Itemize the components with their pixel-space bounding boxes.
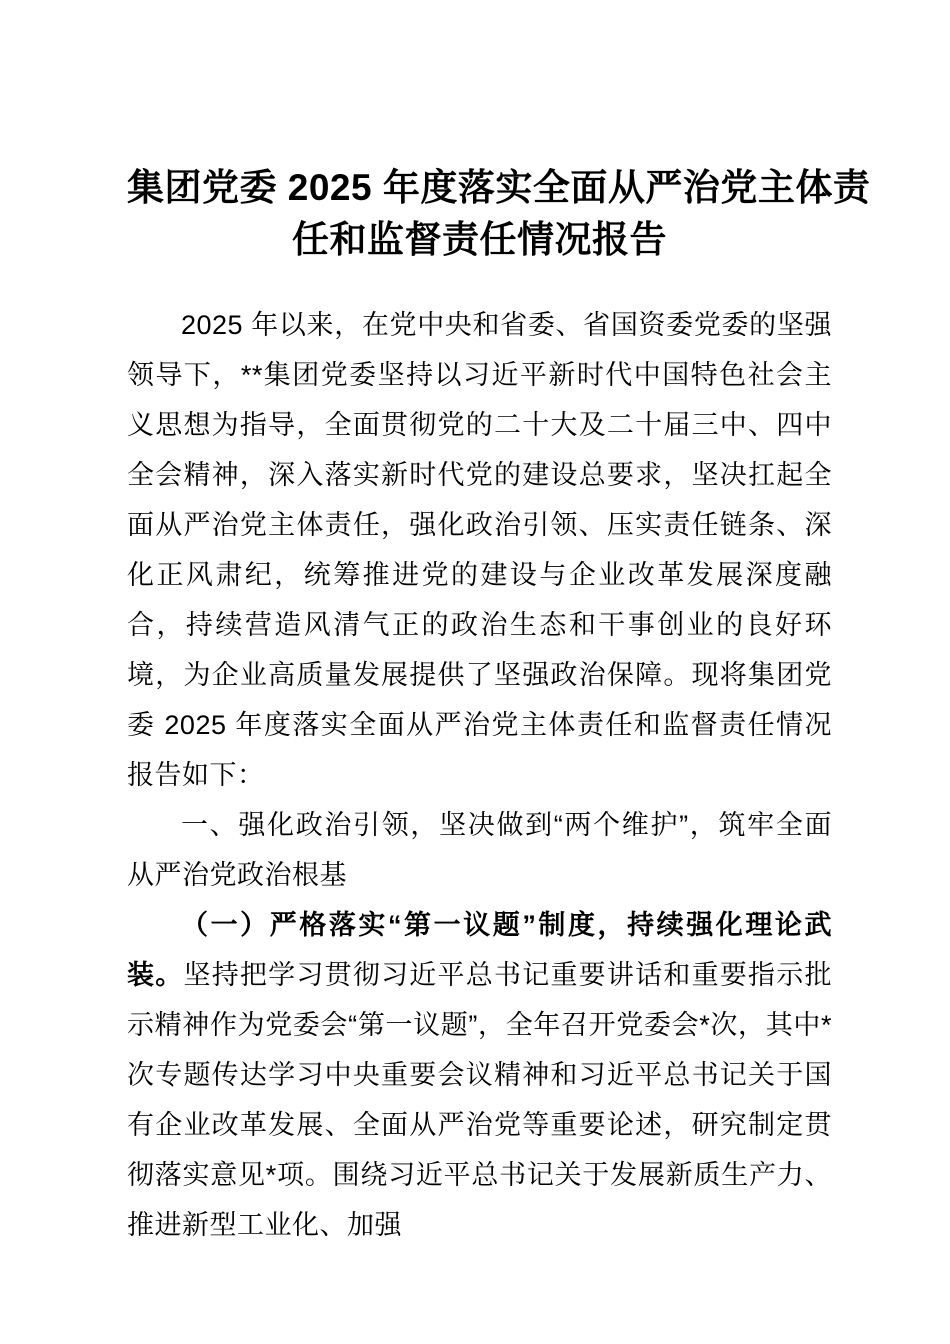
document-title bbox=[127, 162, 871, 266]
subsection-body-text: 坚持把学习贯彻习近平总书记重要讲话和重要指示批示精神作为党委会“第一议题”，全年召开党委会*次，其中*次专题传达学习中央重要会议精神和习近平总书记关于国有企业改革发展、全面从严治党等重要论述，研究制定贯彻落实意见*项。围绕习近平总书记关于发展新质生产力、推进新型工业化、加强 bbox=[127, 960, 833, 1240]
section-heading: 一、强化政治引领，坚决做到“两个维护”，筑牢全面从严治党政治根基 bbox=[127, 810, 832, 890]
document-title-line-2: 任和监督责任情况报告 bbox=[292, 219, 667, 260]
intro-paragraph: 2025 年以来，在党中央和省委、省国资委党委的坚强领导下，**集团党委坚持以习近平新时代中国特色社会主义思想为指导，全面贯彻党的二十大及二十届三中、四中全会精神，深入落实新时代党的建设总要求，坚决扛起全面从严治党主体责任，强化政治引领、压实责任链条、深化正风肃纪，统筹推进党的建设与企业改革发展深度融合，持续营造风清气正的政治生态和干事创业的良好环境，为企业高质量发展提供了坚强政治保障。现将集团党委 2025 年度落实全面从严治党主体责任和监督责任情况报告如下： bbox=[127, 310, 832, 790]
document-title-line-1: 集团党委 2025 年度落实全面从严治党主体责 bbox=[127, 167, 871, 208]
subsection-paragraph bbox=[127, 900, 832, 1250]
subsection-lead-bold: （一）严格落实“第一议题”制度，持续强化理论武装。 bbox=[127, 910, 832, 990]
